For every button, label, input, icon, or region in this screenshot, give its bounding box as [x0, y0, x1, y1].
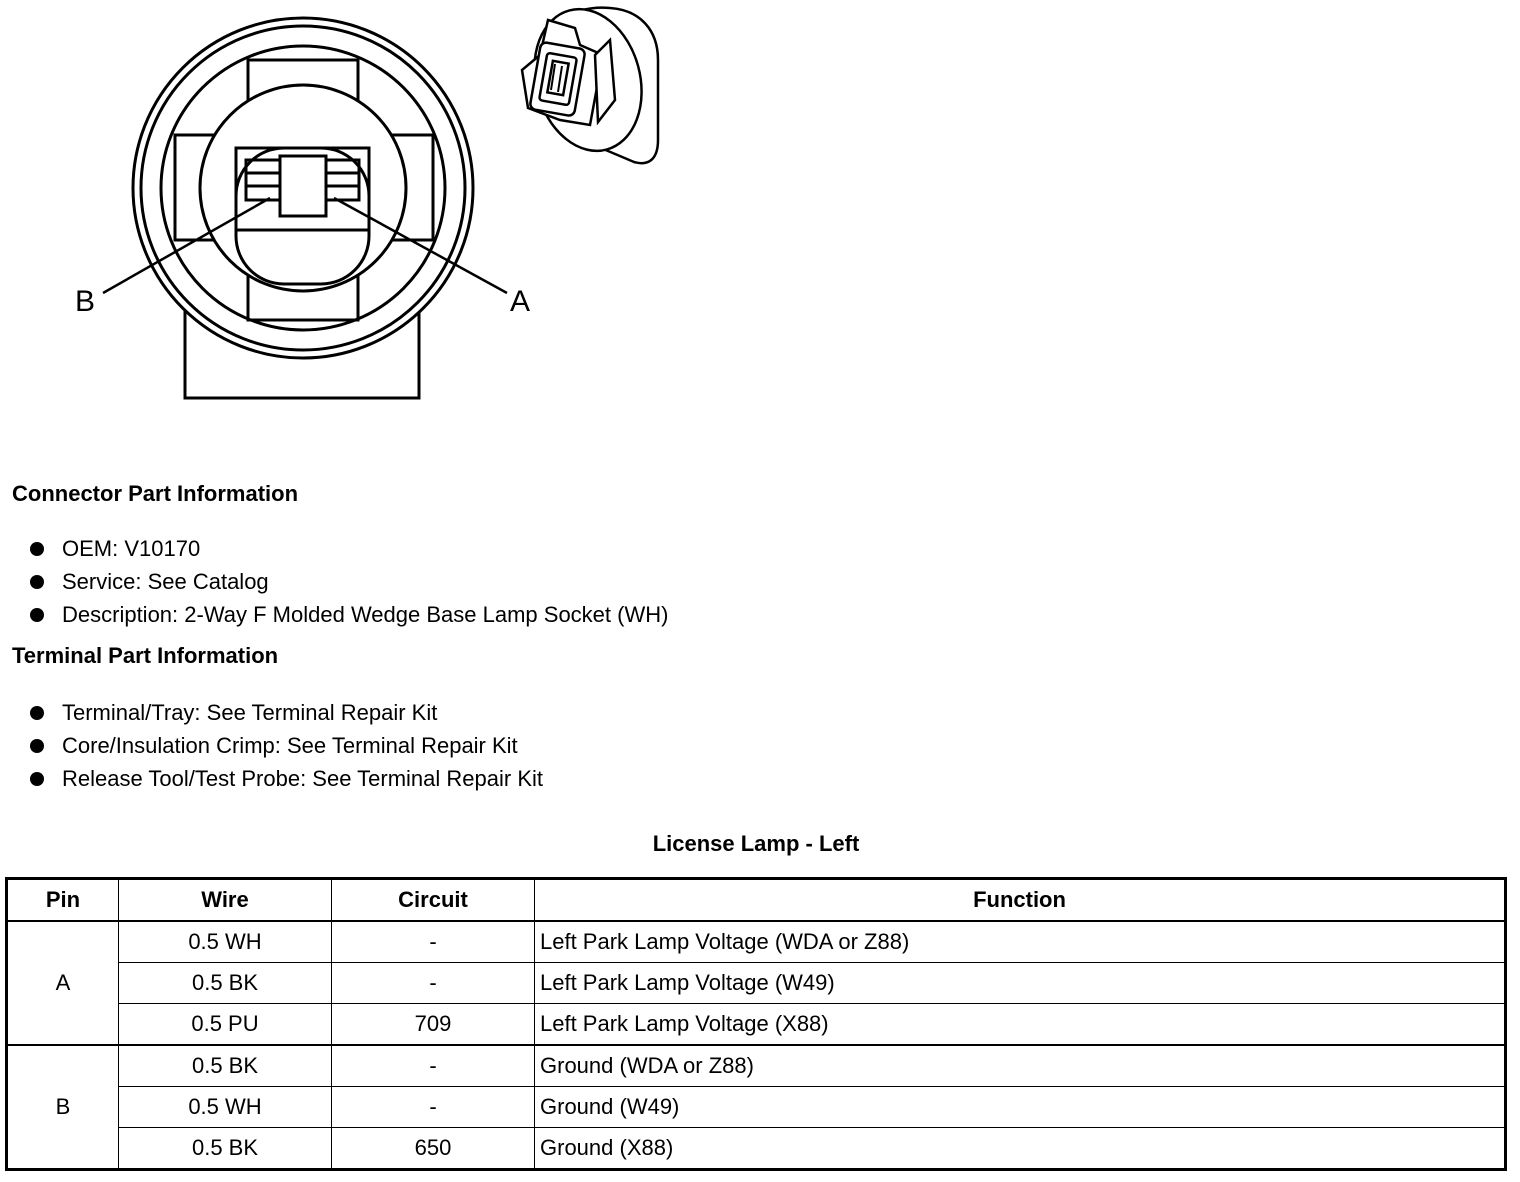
pin-cell: B [7, 1045, 119, 1170]
table-row [7, 1045, 1506, 1087]
table-row [7, 963, 1506, 1004]
terminal-info-title: Terminal Part Information [12, 643, 279, 668]
lamp-socket-iso-icon [519, 0, 658, 163]
wire-cell: 0.5 BK [119, 1045, 332, 1087]
list-item: Release Tool/Test Probe: See Terminal Repair Kit [30, 762, 543, 795]
bullet-icon [30, 542, 44, 556]
wire-cell: 0.5 PU [119, 1004, 332, 1046]
list-item: Service: See Catalog [30, 565, 668, 598]
function-cell: Left Park Lamp Voltage (W49) [535, 963, 1506, 1004]
bullet-icon [30, 739, 44, 753]
center-key [280, 156, 326, 216]
table-title: License Lamp - Left [652, 831, 860, 856]
circuit-cell: - [332, 963, 535, 1004]
terminal-info-list [30, 696, 543, 795]
circuit-cell: 709 [332, 1004, 535, 1046]
pinout-table [5, 877, 1507, 1171]
table-row [7, 1004, 1506, 1046]
list-item: Description: 2-Way F Molded Wedge Base Lamp Socket (WH) [30, 598, 668, 631]
bullet-icon [30, 706, 44, 720]
function-cell: Ground (WDA or Z88) [535, 1045, 1506, 1087]
function-cell: Ground (W49) [535, 1087, 1506, 1128]
table-row [7, 1087, 1506, 1128]
list-item: Core/Insulation Crimp: See Terminal Repair Kit [30, 729, 543, 762]
function-cell: Ground (X88) [535, 1128, 1506, 1170]
connector-info-title: Connector Part Information [12, 481, 299, 506]
bullet-icon [30, 575, 44, 589]
function-cell: Left Park Lamp Voltage (X88) [535, 1004, 1506, 1046]
header-pin: Pin [7, 879, 119, 922]
table-header-row [7, 879, 1506, 922]
wire-cell: 0.5 WH [119, 1087, 332, 1128]
header-circuit: Circuit [332, 879, 535, 922]
list-item: OEM: V10170 [30, 532, 668, 565]
header-wire: Wire [119, 879, 332, 922]
table-row [7, 921, 1506, 963]
list-item: Terminal/Tray: See Terminal Repair Kit [30, 696, 543, 729]
circuit-cell: - [332, 921, 535, 963]
pin-label-b: B [75, 285, 96, 318]
connector-face-diagram [0, 0, 700, 420]
bullet-icon [30, 772, 44, 786]
circuit-cell: - [332, 1087, 535, 1128]
wire-cell: 0.5 BK [119, 963, 332, 1004]
pin-cell: A [7, 921, 119, 1045]
bullet-icon [30, 608, 44, 622]
wire-cell: 0.5 WH [119, 921, 332, 963]
function-cell: Left Park Lamp Voltage (WDA or Z88) [535, 921, 1506, 963]
wire-cell: 0.5 BK [119, 1128, 332, 1170]
pin-label-a: A [510, 285, 531, 318]
circuit-cell: - [332, 1045, 535, 1087]
circuit-cell: 650 [332, 1128, 535, 1170]
table-row [7, 1128, 1506, 1170]
connector-info-list [30, 532, 668, 631]
header-function: Function [535, 879, 1506, 922]
